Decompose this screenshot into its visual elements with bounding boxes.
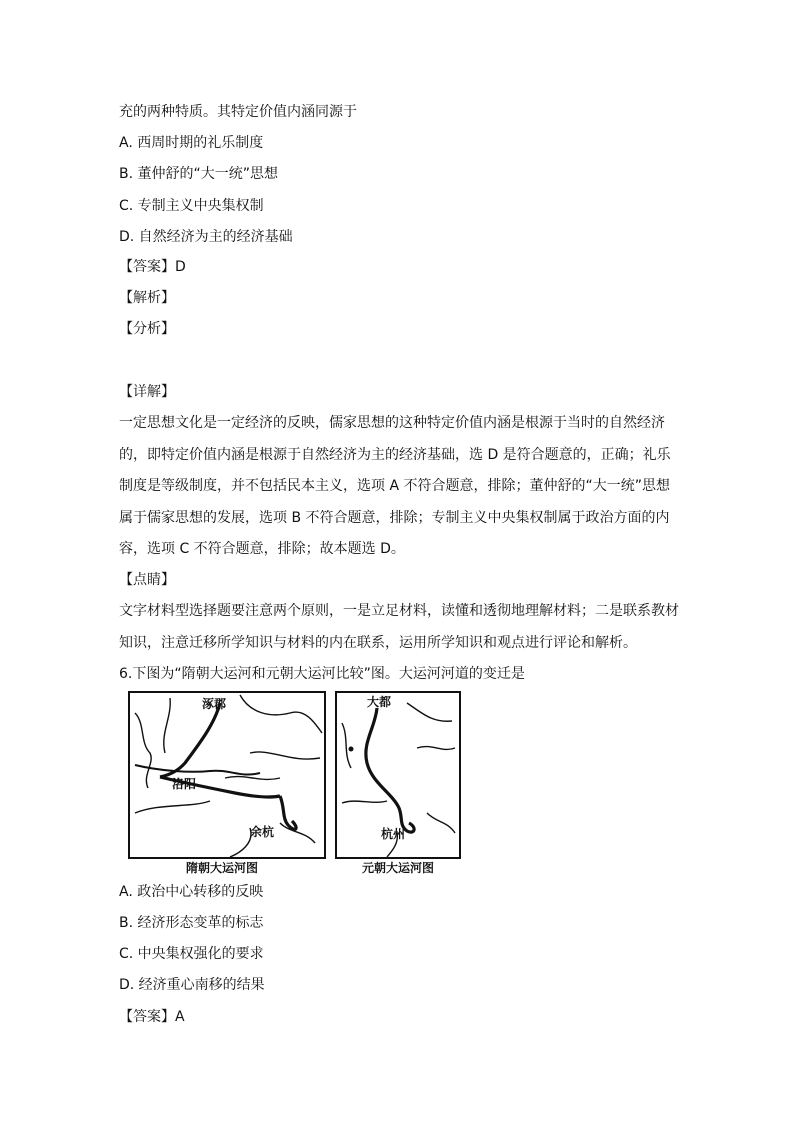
q6-option-a: A. 政治中心转移的反映 xyxy=(119,884,264,900)
label-zhuojun: 涿郡 xyxy=(202,697,227,711)
dianjing-paragraph: 文字材料型选择题要注意两个原则，一是立足材料，读懂和透彻地理解材料；二是联系教材知识，注意迁移所学知识与材料的内在联系，运用所学知识和观点进行评论和解析。 xyxy=(119,603,679,651)
label-yuhang: 余杭 xyxy=(250,825,275,839)
detail-paragraph: 一定思想文化是一定经济的反映，儒家思想的这种特定价值内涵是根源于当时的自然经济的，即特定价值内涵是根源于自然经济为主的经济基础，选 D 是符合题意的，正确；礼乐制度是等级制度，并不包括民本主义，选项 A 不符合题意，排除；董仲舒的“大一统”思想属于儒家思想的发展，选项 B 不符合题意，排除；专制主义中央集权制属于政治方面的内容，选项 C 不符合题意，排除；故本题选 D。 xyxy=(119,415,671,557)
q6-option-c: C. 中央集权强化的要求 xyxy=(119,946,264,962)
sui-map-caption: 隋朝大运河图 xyxy=(186,861,259,875)
canal-comparison-figure xyxy=(128,689,468,879)
q5-option-c: C. 专制主义中央集权制 xyxy=(119,198,264,214)
detail-tag: 【详解】 xyxy=(119,384,175,400)
q6-option-b: B. 经济形态变革的标志 xyxy=(119,915,264,931)
sui-canal-map xyxy=(128,691,326,859)
q6-stem: 6.下图为“隋朝大运河和元朝大运河比较”图。大运河河道的变迁是 xyxy=(119,666,525,682)
analysis-tag: 【解析】 xyxy=(119,290,175,306)
answer-tag: 【答案】 xyxy=(119,1009,175,1025)
q5-option-a: A. 西周时期的礼乐制度 xyxy=(119,135,264,151)
q5-option-b: B. 董仲舒的“大一统”思想 xyxy=(119,166,279,182)
label-dadu: 大都 xyxy=(367,695,392,709)
q6-answer-line xyxy=(119,1007,185,1027)
continued-question-text: 充的两种特质。其特定价值内涵同源于 xyxy=(119,104,357,120)
q6-option-d: D. 经济重心南移的结果 xyxy=(119,977,265,993)
answer-value: A xyxy=(175,1009,185,1025)
fenxi-tag: 【分析】 xyxy=(119,321,175,337)
answer-value: D xyxy=(175,259,186,275)
yuan-canal-map xyxy=(335,691,461,859)
q5-answer-line xyxy=(119,257,186,277)
dianjing-tag: 【点睛】 xyxy=(119,572,175,588)
label-hangzhou: 杭州 xyxy=(381,827,406,841)
q5-option-d: D. 自然经济为主的经济基础 xyxy=(119,229,293,245)
answer-tag: 【答案】 xyxy=(119,259,175,275)
label-luoyang: 洛阳 xyxy=(172,777,197,791)
yuan-map-caption: 元朝大运河图 xyxy=(362,861,435,875)
sui-map-drawing xyxy=(130,693,324,857)
